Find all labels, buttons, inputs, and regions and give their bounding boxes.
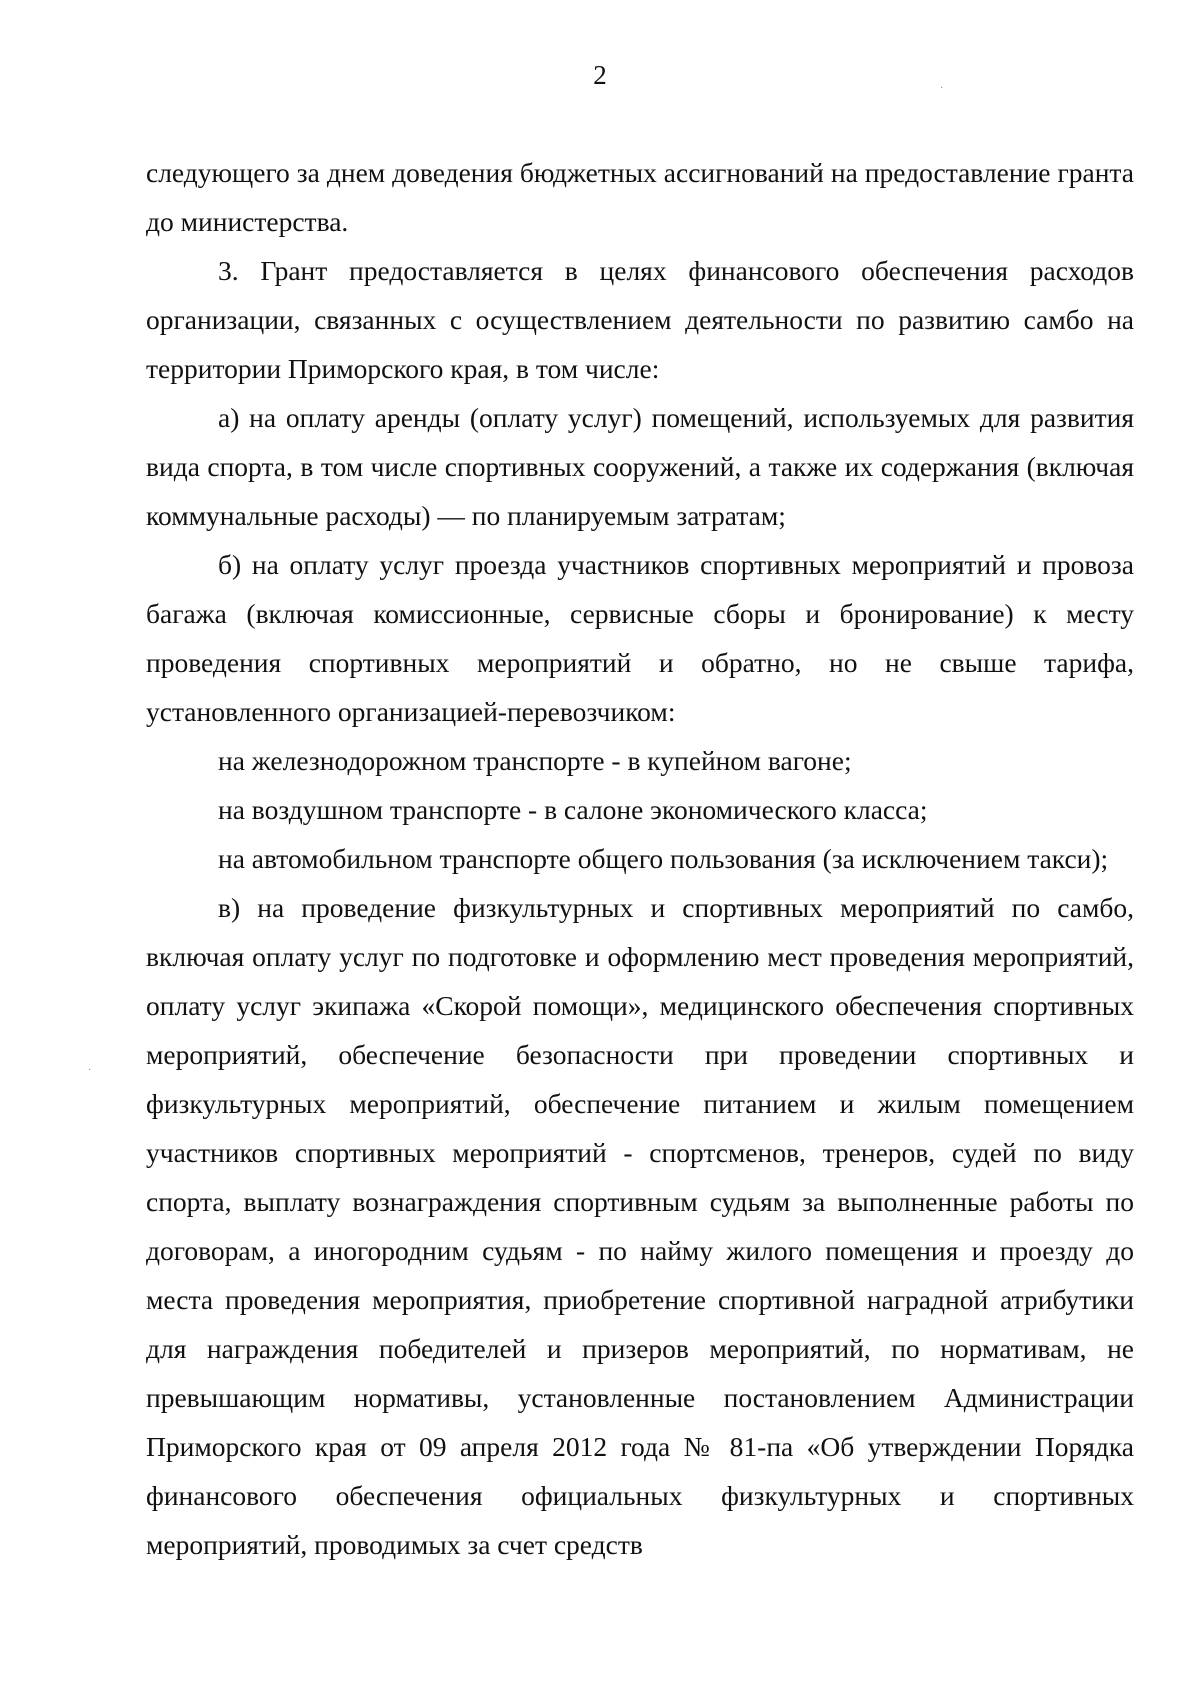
paragraph-subitem-b: б) на оплату услуг проезда участников спортивных мероприятий и провоза багажа (включая комиссионные, сервисные сборы и бронирование) к месту проведения спортивных мероприятий и обратно, но не свыше тарифа, установленного организацией-перевозчиком: [146,549,1134,727]
scan-speck: · [88,1065,92,1076]
paragraph-auto-transport: на автомобильном транспорте общего пользования (за исключением такси); [218,843,1109,874]
paragraph-subitem-a: а) на оплату аренды (оплату услуг) помещений, используемых для развития вида спорта, в том числе спортивных сооружений, а также их содержания (включая коммунальные расходы) — по планируемым затратам; [146,402,1134,531]
paragraph-item-3: 3. Грант предоставляется в целях финансового обеспечения расходов организации, связанных с осуществлением деятельности по развитию самбо на территории Приморского края, в том числе: [146,255,1134,384]
paragraph-air-transport: на воздушном транспорте - в салоне экономического класса; [218,794,928,825]
document-body [146,148,1134,1569]
page-number: 2 [593,60,607,90]
scan-speck: · [940,83,944,94]
paragraph-intro: следующего за днем доведения бюджетных ассигнований на предоставление гранта до министерства. [146,157,1134,237]
paragraph-rail-transport: на железнодорожном транспорте - в купейном вагоне; [218,745,852,776]
paragraph-subitem-v: в) на проведение физкультурных и спортивных мероприятий по самбо, включая оплату услуг по подготовке и оформлению мест проведения мероприятий, оплату услуг экипажа «Скорой помощи», медицинского обеспечения спортивных мероприятий, обеспечение безопасности при проведении спортивных и физкультурных мероприятий, обеспечение питанием и жилым помещением участников спортивных мероприятий - спортсменов, тренеров, судей по виду спорта, выплату вознаграждения спортивным судьям за выполненные работы по договорам, а иногородним судьям - по найму жилого помещения и проезду до места проведения мероприятия, приобретение спортивной наградной атрибутики для награждения победителей и призеров мероприятий, по нормативам, не превышающим нормативы, установленные постановлением Администрации Приморского края от 09 апреля 2012 года № 81-па «Об утверждении Порядка финансового обеспечения официальных физкультурных и спортивных мероприятий, проводимых за счет средств [146,892,1134,1560]
